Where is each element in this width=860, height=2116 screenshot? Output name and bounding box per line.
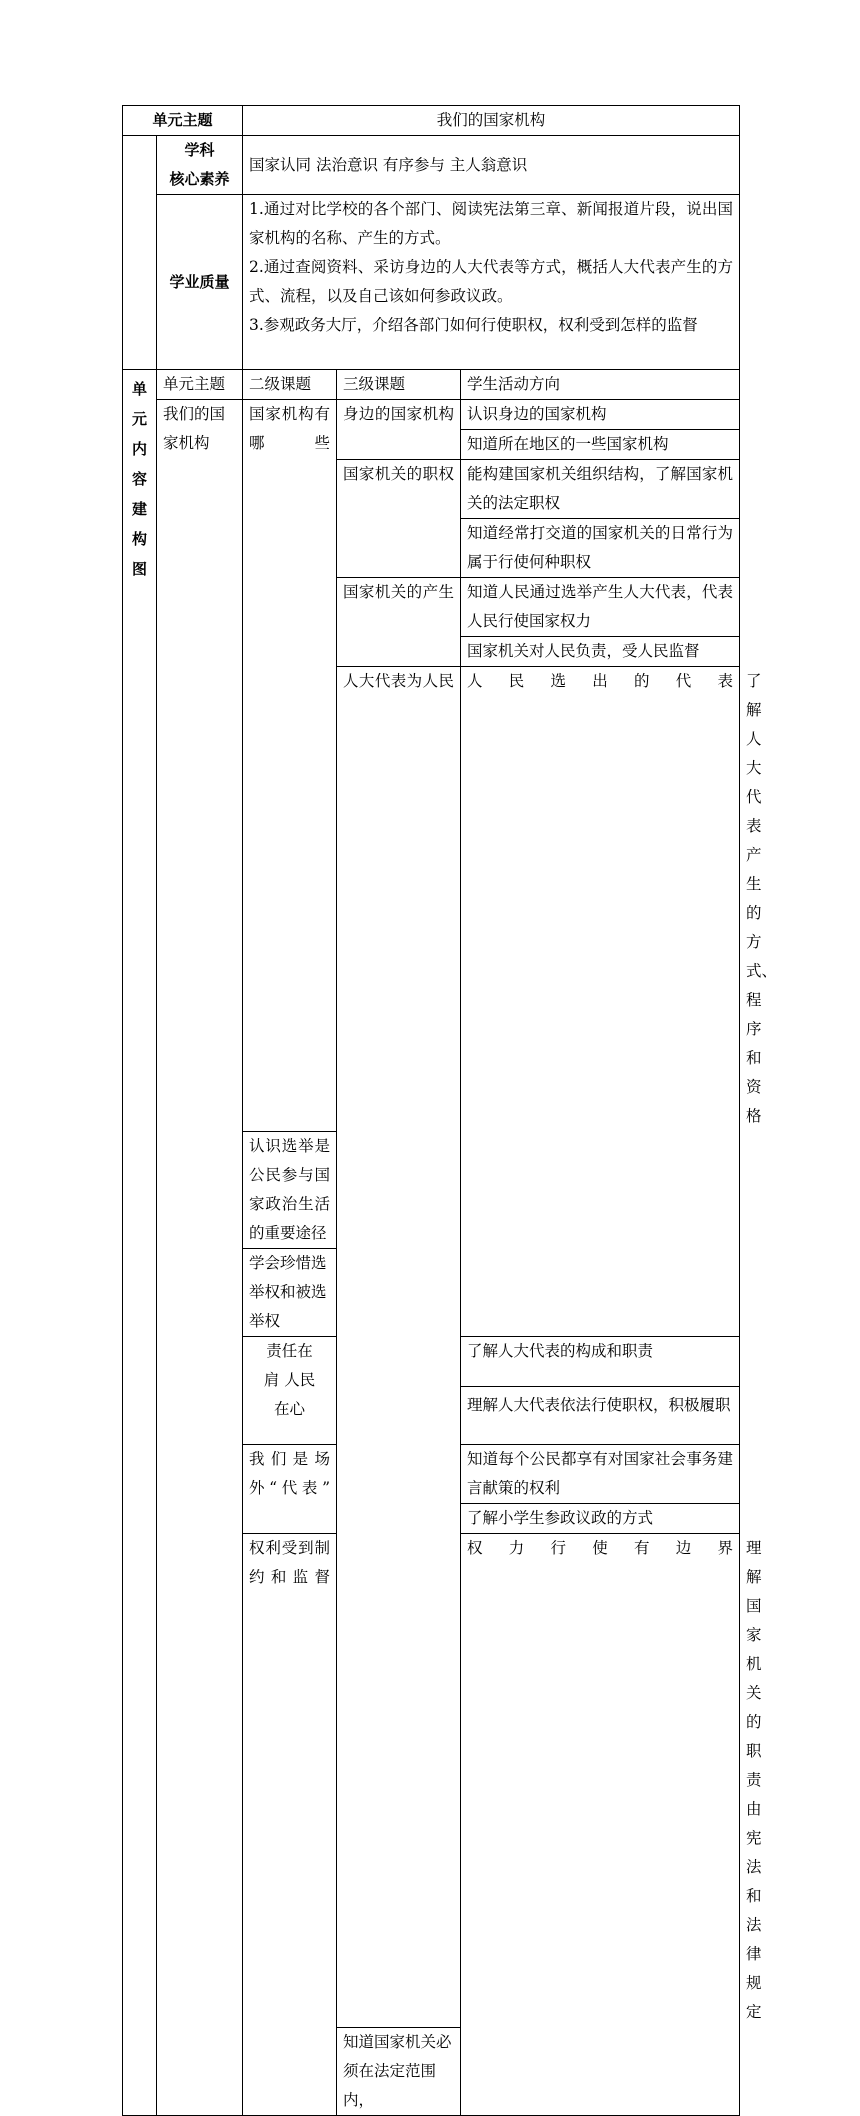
subtopic-1-1-title: 身边的国家机构 (337, 400, 461, 460)
subtopic-1-2-title: 国家机关的职权 (337, 460, 461, 578)
literacy-label (157, 136, 243, 195)
activity-1-3-1: 知道人民通过选举产生人大代表，代表人民行使国家权力 (461, 578, 740, 637)
side-char: 建 (131, 500, 147, 518)
activity-3-1-2: 知道国家机关必须在法定范围内， (337, 2028, 461, 2116)
activity-2-2-2: 理解人大代表依法行使职权，积极履职 (461, 1387, 740, 1445)
col-header-unit-theme: 单元主题 (157, 370, 243, 400)
side-char: 内 (131, 440, 147, 458)
activity-1-2-2: 知道经常打交道的国家机关的日常行为属于行使何种职权 (461, 519, 740, 578)
activity-2-3-2: 了解小学生参政议政的方式 (461, 1504, 740, 1534)
side-char: 图 (131, 560, 147, 578)
activity-2-3-1: 知道每个公民都享有对国家社会事务建言献策的权利 (461, 1445, 740, 1504)
structure-side-label (123, 370, 157, 2116)
side-char: 单 (131, 380, 147, 398)
literacy-value: 国家认同 法治意识 有序参与 主人翁意识 (243, 136, 740, 195)
topic-2-title: 人大代表为人民 (337, 667, 461, 2028)
col-header-activity: 学生活动方向 (461, 370, 740, 400)
topic-3-title: 权利受到制约和监督 (243, 1534, 337, 2116)
blank-side-cell (123, 136, 157, 370)
activity-1-1-1: 认识身边的国家机构 (461, 400, 740, 430)
activity-2-1-3: 学会珍惜选举权和被选举权 (243, 1249, 337, 1337)
activity-1-2-1: 能构建国家机关组织结构，了解国家机关的法定职权 (461, 460, 740, 519)
activity-1-1-2: 知道所在地区的一些国家机构 (461, 430, 740, 460)
unit-plan-table: 单元主题 我们的国家机构 学科 核心素养 国家认同 法治意识 有序参与 主人翁意识 学业质量 1.通过对比学校的各个部门、阅读宪法第三章、新闻报道片段，说出国家机构的名称、产生的方式。 2.通过查阅资料、采访身边的人大代表等方式，概括人大代表产生的方式、流程，以及自己该如何参政议政。 3.参观政务大厅，介绍各部门如何行使职权，权利受到怎样的监督 单 元 内 容 建 构 图 单元主题 二级课题 三级课题 学生活动方向 我们的国家机构 国家机构有哪些 身边的国家机构 认识身边的国家机构 知道所在地区的一些国家机构 国家机关的职权 能构建国家机关组织结构，了解国家机关的法定职权 知道经常打交道的国家机关的日常行为属于行使何种职权 国家机关的产生 知道人民通过选举产生人大代表，代表人民行使国家权力 国家机关对人民负责，受人民监督 人大代表为人民 人民选出的代表 了解人大代表产生的方式、程序和资格 认识选举是公民参与国家政治生活的重要途径 学会珍惜选举权和被选举权 责任在肩 人民在心 了解人大代表的构成和职责 理解人大代表依法行使职权，积极履职 我们是场外“代表” 知道每个公民都享有对国家社会事务建言献策的权利 了解小学生参政议政的方式 权利受到制约和监督 权力行使有边界 理解国家机关的职责由宪法和法律规定 知道国家机关必须在法定范围内， (122, 105, 740, 2116)
unit-theme-cell: 我们的国家机构 (157, 400, 243, 2116)
quality-item-2: 2.通过查阅资料、采访身边的人大代表等方式，概括人大代表产生的方式、流程，以及自己该如何参政议政。 (249, 258, 734, 305)
side-char: 容 (131, 470, 147, 488)
side-char: 元 (131, 410, 147, 428)
subtopic-2-3-title: 我们是场外“代表” (243, 1445, 337, 1534)
quality-content (243, 195, 740, 370)
subtopic-1-3-title: 国家机关的产生 (337, 578, 461, 667)
literacy-label-line1: 学科 (184, 141, 215, 159)
subtopic-3-1-title: 权力行使有边界 (461, 1534, 740, 2116)
literacy-label-line2: 核心素养 (169, 170, 230, 188)
quality-label: 学业质量 (157, 195, 243, 370)
unit-theme-value: 我们的国家机构 (243, 106, 740, 136)
activity-2-2-1: 了解人大代表的构成和职责 (461, 1337, 740, 1387)
topic-1-title: 国家机构有哪些 (243, 400, 337, 1132)
activity-1-3-2: 国家机关对人民负责，受人民监督 (461, 637, 740, 667)
subtopic-2-2-title: 责任在肩 人民在心 (243, 1337, 337, 1445)
col-header-level3: 三级课题 (337, 370, 461, 400)
unit-theme-label: 单元主题 (123, 106, 243, 136)
col-header-level2: 二级课题 (243, 370, 337, 400)
side-char: 构 (131, 530, 147, 548)
quality-item-3: 3.参观政务大厅，介绍各部门如何行使职权，权利受到怎样的监督 (249, 316, 698, 334)
quality-item-1: 1.通过对比学校的各个部门、阅读宪法第三章、新闻报道片段，说出国家机构的名称、产生的方式。 (249, 200, 734, 247)
activity-2-1-2: 认识选举是公民参与国家政治生活的重要途径 (243, 1132, 337, 1249)
subtopic-2-1-title: 人民选出的代表 (461, 667, 740, 1337)
